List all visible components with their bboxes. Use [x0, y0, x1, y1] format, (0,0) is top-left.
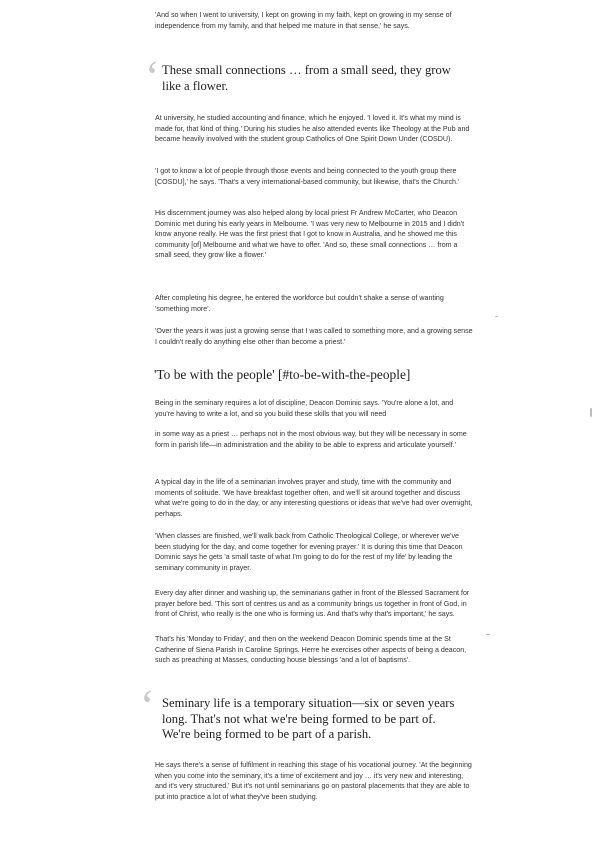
paragraph: 'When classes are finished, we'll walk back from Catholic Theological College, or wherever we've been studying for the day, and come together for evening prayer.' It is during this time that Deacon Dominic says he gets 'a small taste of what I'm going to do for the rest of my life' by leading the seminary community in prayer.: [155, 532, 463, 572]
paragraph: At university, he studied accounting and finance, which he enjoyed. 'I loved it. It's what my mind is made for, that kind of thing.' During his studies he also attended events like Theology at the Pub and became heavily involved with the student group Catholics of One Spirit Down Under (COSDU).: [155, 114, 470, 144]
paragraph: in some way as a priest … perhaps not in the most obvious way, but they will be necessary in some form in parish life—in administration and the ability to be able to express and articulate yourself.': [155, 430, 467, 449]
quote-mark-icon: ‘: [140, 681, 155, 730]
paragraph: His discernment journey was also helped along by local priest Fr Andrew McCarter, who Deacon Dominic met during his early years in Melbourne. 'I was very new to Melbourne in 2015 and I didn't know anyone really. He was the first priest that I got to know in Australia, and he showed me this community [of] Melbourne and what we have to offer. 'And so, these small connections … from a small seed, they grow like a flower.': [155, 209, 465, 260]
section-heading: 'To be with the people' [#to-be-with-the-people]: [154, 367, 411, 382]
paragraph: A typical day in the life of a seminarian involves prayer and study, time with the community and moments of solitude. 'We have breakfast together often, and we'll sit around together and discuss what we're going to do in the day, or any interesting questions or ideas that we've had over overnight, perhaps.: [155, 478, 473, 518]
paragraph: Being in the seminary requires a lot of discipline, Deacon Dominic says. 'You're alone a lot, and you're having to write a lot, and so you build these skills that you will need: [155, 399, 454, 418]
paragraph: That's his 'Monday to Friday', and then on the weekend Deacon Dominic spends time at the St Catherine of Siena Parish in Caroline Springs. Herre he exercises other aspects of being a deacon, such as preaching at Masses, conducting house blessings 'and a lot of baptisms'.: [155, 635, 467, 665]
paragraph: Every day after dinner and washing up, the seminarians gather in front of the Blessed Sacrament for prayer before bed. 'This sort of centres us and as a community brings us together in front of God, in front of Christ, who really is the one who is forming us. And that's why that's important,' he says.: [155, 589, 470, 619]
paragraph: 'Over the years it was just a growing sense that I was called to something more, and a growing sense I couldn't really do anything else other than become a priest.': [155, 327, 473, 346]
quote-mark-icon: ‘: [145, 52, 160, 101]
scan-speck: [495, 316, 498, 317]
paragraph: He says there's a sense of fulfilment in reaching this stage of his vocational journey. 'At the beginning when you come into the seminary, it's a time of excitement and joy … it's very new and interesting, and it's very structured.' But it's not until seminarians go on pastoral placements that they are able to put into practice a lot of what they've been studying.: [155, 761, 472, 801]
pull-quote: These small connections … from a small seed, they grow like a flower.: [162, 63, 451, 93]
paragraph: 'I got to know a lot of people through those events and being connected to the youth group there [COSDU],' he says. 'That's a very international-based community, but likewise, that's the Church.': [155, 167, 460, 186]
scan-speck: [486, 634, 490, 635]
pull-quote: Seminary life is a temporary situation—six or seven years long. That's not what we're being formed to be part of. We're being formed to be part of a parish.: [162, 696, 455, 741]
paragraph: 'And so when I went to university, I kept on growing in my faith, kept on growing in my sense of independence from my family, and that helped me mature in that sense,' he says.: [155, 11, 452, 30]
paragraph: After completing his degree, he entered the workforce but couldn't shake a sense of wanting 'something more'.: [155, 294, 444, 313]
scan-speck: [590, 408, 592, 417]
